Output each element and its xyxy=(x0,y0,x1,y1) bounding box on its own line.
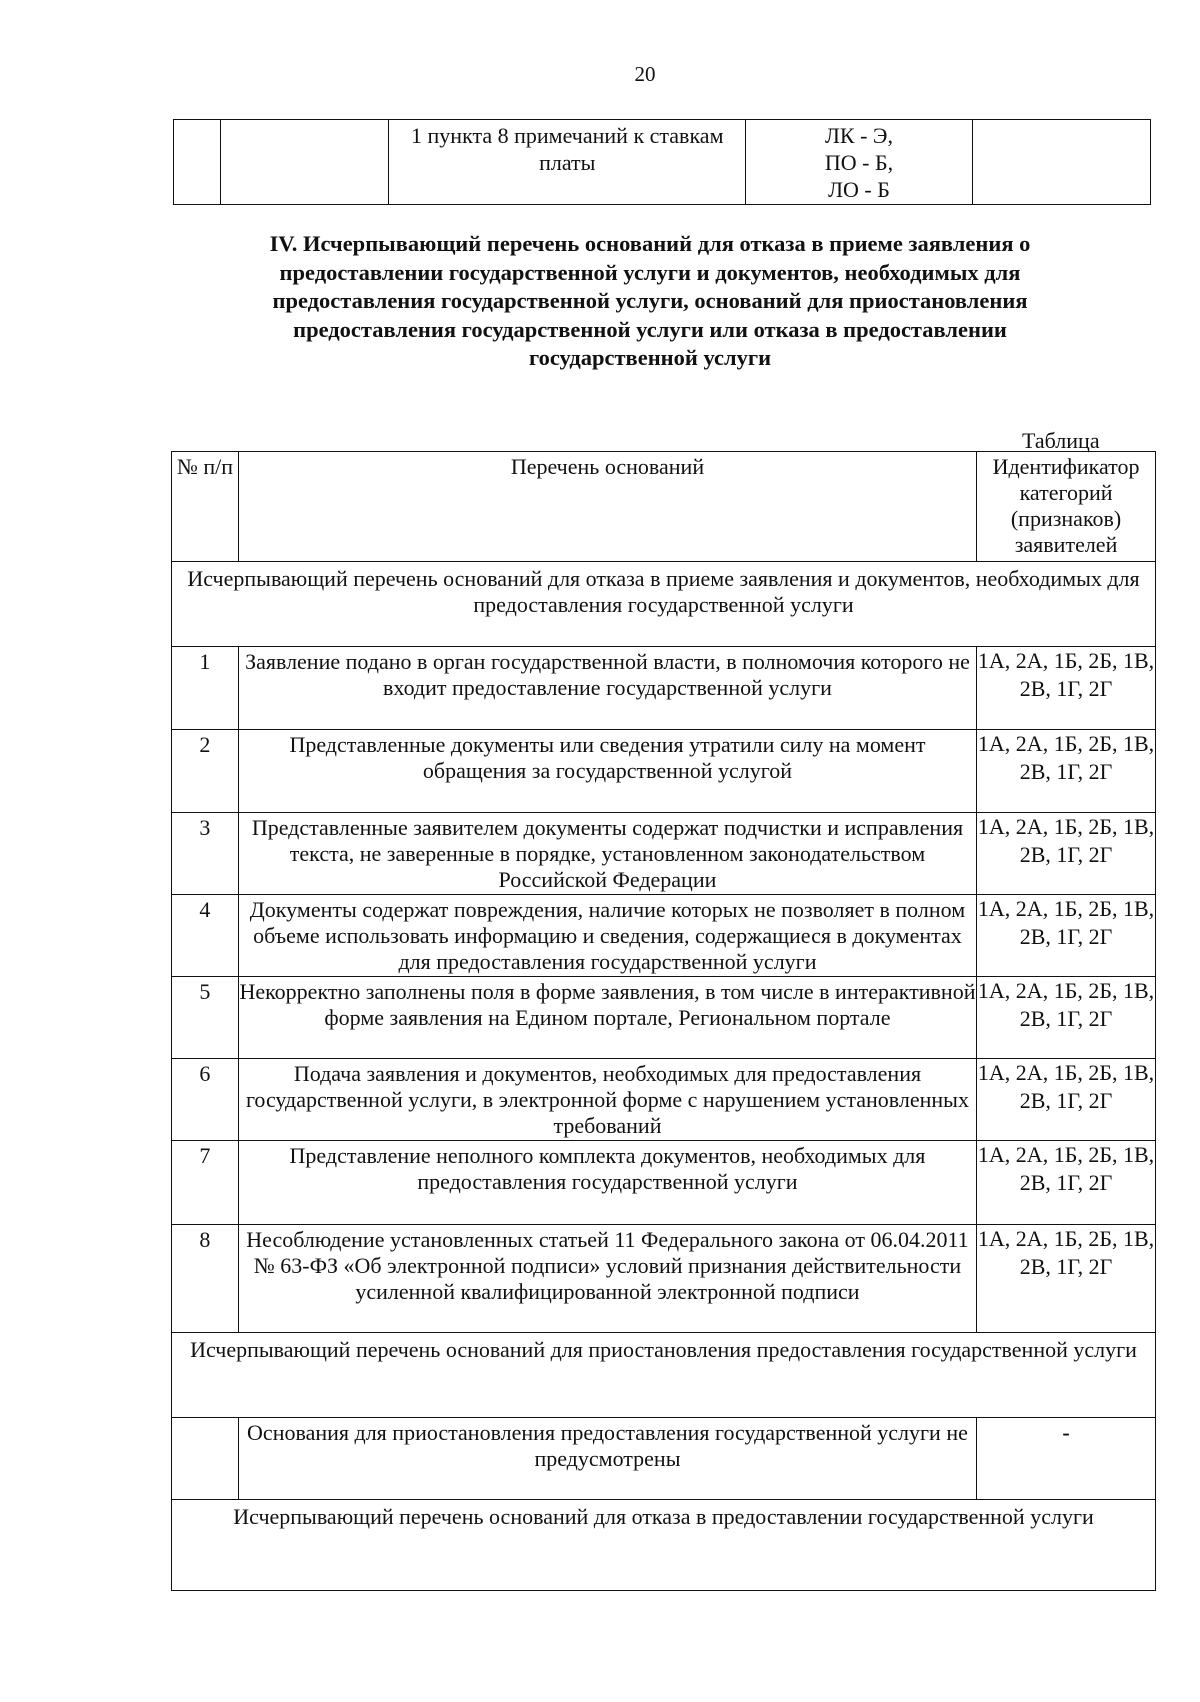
page-number: 20 xyxy=(634,62,656,86)
table-caption: Таблица xyxy=(1022,428,1100,453)
category-line: ПО - Б, xyxy=(824,150,894,175)
row-num-empty xyxy=(172,1418,239,1500)
table-cell-text: 1 пункта 8 примечаний к ставкам платы xyxy=(389,120,746,205)
row-num: 3 xyxy=(172,813,239,895)
row-ids: 1А, 2А, 1Б, 2Б, 1В, 2В, 1Г, 2Г xyxy=(977,895,1156,977)
table-header-row xyxy=(172,452,1156,562)
header-num: № п/п xyxy=(172,452,239,562)
row-ids: - xyxy=(977,1418,1156,1500)
row-ids: 1А, 2А, 1Б, 2Б, 1В, 2В, 1Г, 2Г xyxy=(977,1059,1156,1141)
row-num: 8 xyxy=(172,1225,239,1333)
section-heading-refusal-acceptance: Исчерпывающий перечень оснований для отказа в приеме заявления и документов, необходимых для предоставления государственной услуги xyxy=(172,562,1156,647)
table-row xyxy=(174,120,1151,205)
row-ids: 1А, 2А, 1Б, 2Б, 1В, 2В, 1Г, 2Г xyxy=(977,977,1156,1059)
row-reason: Представленные документы или сведения утратили силу на момент обращения за государственной услугой xyxy=(238,730,976,813)
row-num: 7 xyxy=(172,1141,239,1225)
table-cell-empty xyxy=(972,120,1150,205)
table-row xyxy=(172,813,1156,895)
table-row xyxy=(172,1141,1156,1225)
row-reason: Несоблюдение установленных статьей 11 Федерального закона от 06.04.2011 № 63-ФЗ «Об электронной подписи» условий признания действительности усиленной квалифицированной электронной подписи xyxy=(238,1225,976,1333)
table-row xyxy=(172,1225,1156,1333)
section-heading-refusal-provision: Исчерпывающий перечень оснований для отказа в предоставлении государственной услуги xyxy=(172,1500,1156,1591)
table-row xyxy=(172,977,1156,1059)
row-num: 2 xyxy=(172,730,239,813)
table-row xyxy=(172,647,1156,730)
row-ids: 1А, 2А, 1Б, 2Б, 1В, 2В, 1Г, 2Г xyxy=(977,813,1156,895)
continuation-table xyxy=(173,119,1151,205)
table-row xyxy=(172,730,1156,813)
section-row xyxy=(172,1333,1156,1418)
row-num: 6 xyxy=(172,1059,239,1141)
row-num: 4 xyxy=(172,895,239,977)
row-num: 5 xyxy=(172,977,239,1059)
row-reason: Подача заявления и документов, необходимых для предоставления государственной услуги, в электронной форме с нарушением установленных требований xyxy=(238,1059,976,1141)
row-ids: 1А, 2А, 1Б, 2Б, 1В, 2В, 1Г, 2Г xyxy=(977,730,1156,813)
row-num: 1 xyxy=(172,647,239,730)
section-heading-suspension: Исчерпывающий перечень оснований для приостановления предоставления государственной услуги xyxy=(172,1333,1156,1418)
row-ids: 1А, 2А, 1Б, 2Б, 1В, 2В, 1Г, 2Г xyxy=(977,1141,1156,1225)
category-line: ЛО - Б xyxy=(828,177,890,202)
header-reason: Перечень оснований xyxy=(238,452,976,562)
table-row xyxy=(172,1059,1156,1141)
row-ids: 1А, 2А, 1Б, 2Б, 1В, 2В, 1Г, 2Г xyxy=(977,647,1156,730)
row-reason: Основания для приостановления предоставления государственной услуги не предусмотрены xyxy=(238,1418,976,1500)
table-row xyxy=(172,895,1156,977)
table-cell-empty xyxy=(174,120,221,205)
grounds-table xyxy=(171,451,1156,1591)
row-reason: Представленные заявителем документы содержат подчистки и исправления текста, не заверенные в порядке, установленном законодательством Российской Федерации xyxy=(238,813,976,895)
section-row xyxy=(172,1500,1156,1591)
table-cell-empty xyxy=(220,120,388,205)
table-row xyxy=(172,1418,1156,1500)
section-row xyxy=(172,562,1156,647)
row-reason: Представление неполного комплекта документов, необходимых для предоставления государственной услуги xyxy=(238,1141,976,1225)
section-title: IV. Исчерпывающий перечень оснований для отказа в приеме заявления о предоставлении государственной услуги и документов, необходимых для предоставления государственной услуги, оснований для приостановления предоставления государственной услуги или отказа в предоставлении государственной услуги xyxy=(269,231,1031,370)
row-ids: 1А, 2А, 1Б, 2Б, 1В, 2В, 1Г, 2Г xyxy=(977,1225,1156,1333)
category-line: ЛК - Э, xyxy=(825,123,893,148)
row-reason: Заявление подано в орган государственной власти, в полномочия которого не входит предоставление государственной услуги xyxy=(238,647,976,730)
table-cell-categories xyxy=(746,120,972,205)
row-reason: Некорректно заполнены поля в форме заявления, в том числе в интерактивной форме заявления на Едином портале, Региональном портале xyxy=(238,977,976,1059)
header-ids: Идентификатор категорий (признаков) заявителей xyxy=(977,452,1156,562)
row-reason: Документы содержат повреждения, наличие которых не позволяет в полном объеме использовать информацию и сведения, содержащиеся в документах для предоставления государственной услуги xyxy=(238,895,976,977)
